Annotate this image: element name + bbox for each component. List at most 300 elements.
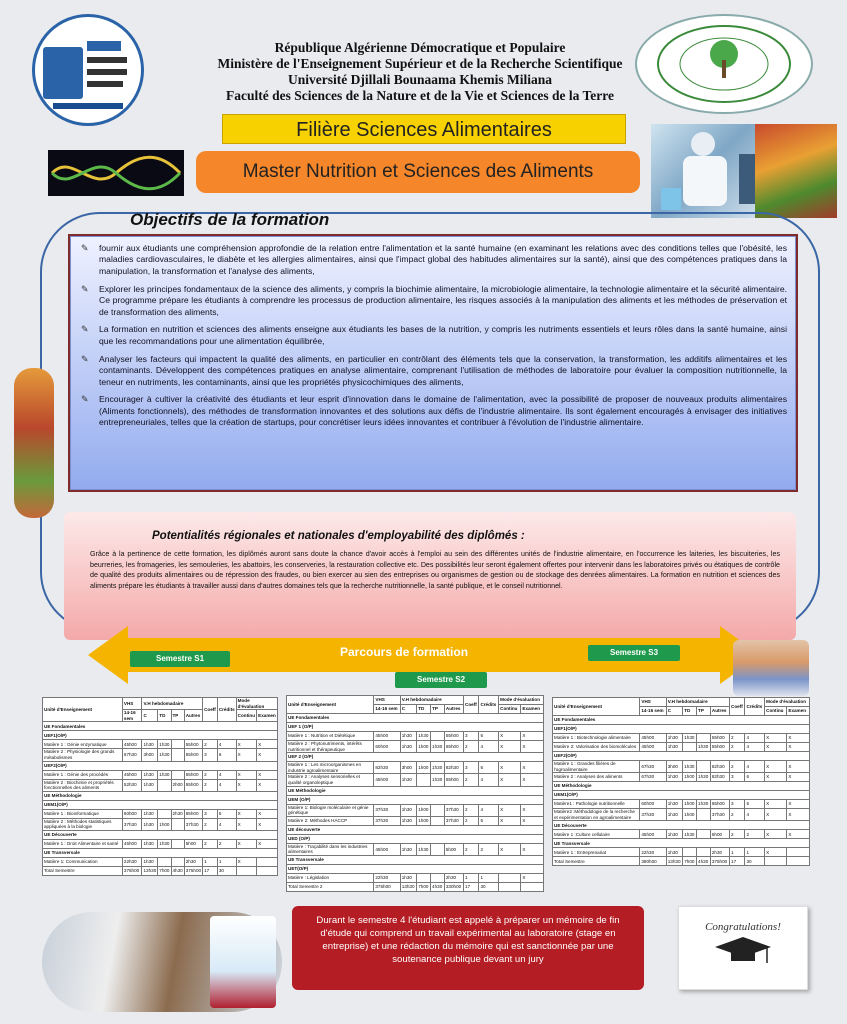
table-cell: 4h30 bbox=[431, 882, 445, 891]
table-cell: 1h30 bbox=[697, 773, 711, 782]
table-cell: 37h30 bbox=[444, 816, 463, 825]
table-row bbox=[553, 761, 810, 773]
objective-item: ✎ Encourager à cultiver la créativité des étudiants et leur esprit d'innovation dans le domaine de l'alimentation, avec la possibilité de proposer de nouveaux produits alimentaires (Aliments fonctionnels), des méthodes de transformation innovantes et des solutions aux défis de l'industrie alimentaire. Ils sont également encouragés à envisager des initiatives entrepreneuriales, telles que la création de startups, pour concrétiser leurs idées innovantes et contribuer à l'évolution de l'industrie alimentaire. bbox=[79, 394, 787, 428]
header-autres: Autres bbox=[184, 710, 202, 722]
table-cell: 45h00 bbox=[122, 740, 142, 749]
table-row bbox=[287, 834, 544, 843]
table-cell bbox=[697, 848, 711, 857]
table-cell: X bbox=[236, 740, 257, 749]
table-cell: 1 bbox=[217, 857, 236, 866]
vegetables-image bbox=[755, 124, 837, 218]
table-cell: 1h30 bbox=[697, 743, 711, 752]
table-cell: X bbox=[499, 741, 521, 753]
table-cell: 7h00 bbox=[683, 857, 697, 866]
table-cell: 45h00 bbox=[640, 830, 666, 839]
table-row bbox=[43, 749, 278, 761]
table-cell: X bbox=[499, 732, 521, 741]
table-cell bbox=[257, 866, 278, 875]
table-cell: 1h30 bbox=[431, 762, 445, 774]
table-cell: 4h30 bbox=[171, 866, 184, 875]
table-cell: 2 bbox=[730, 761, 745, 773]
table-cell: 13h30 bbox=[400, 882, 416, 891]
table-cell: 82h30 bbox=[374, 762, 400, 774]
table-cell: 4 bbox=[479, 741, 499, 753]
table-row bbox=[287, 753, 544, 762]
section-label: UEF2(O/P) bbox=[553, 752, 810, 761]
table-row bbox=[553, 782, 810, 791]
table-cell: 1h30 bbox=[142, 770, 158, 779]
section-label: UE Transversale bbox=[43, 848, 278, 857]
header-line-4: Faculté des Sciences de la Nature et de la Vie et Sciences de la Terre bbox=[226, 88, 614, 103]
header-td: TD bbox=[683, 707, 697, 716]
header-autres: Autres bbox=[710, 707, 729, 716]
table-cell: 4 bbox=[479, 804, 499, 816]
semester-2-table bbox=[286, 695, 544, 892]
table-cell bbox=[697, 734, 711, 743]
table-cell bbox=[499, 882, 521, 891]
table-cell: 1h30 bbox=[142, 818, 158, 830]
table-row bbox=[553, 848, 810, 857]
header-vhs: VHS bbox=[640, 698, 666, 707]
table-cell: 7h00 bbox=[158, 866, 171, 875]
table-cell: 65h00 bbox=[184, 809, 202, 818]
table-cell: 2h30 bbox=[444, 873, 463, 882]
table-cell: X bbox=[787, 830, 810, 839]
header-c: C bbox=[400, 705, 416, 714]
header-c: C bbox=[666, 707, 682, 716]
header-ue: Unité d'Enseignement bbox=[43, 698, 123, 722]
table-cell: 2 bbox=[730, 830, 745, 839]
table-cell: 1h30 bbox=[417, 732, 431, 741]
table-row bbox=[553, 752, 810, 761]
table-cell bbox=[683, 848, 697, 857]
table-cell: 1h30 bbox=[666, 734, 682, 743]
table-cell: X bbox=[765, 734, 787, 743]
table-cell: 60h00 bbox=[122, 809, 142, 818]
table-row bbox=[43, 848, 278, 857]
table-cell: 3 bbox=[203, 809, 218, 818]
table-cell bbox=[521, 882, 544, 891]
university-logo bbox=[32, 14, 144, 126]
table-row bbox=[553, 725, 810, 734]
table-cell: 17 bbox=[203, 866, 218, 875]
table-cell bbox=[171, 740, 184, 749]
table-cell bbox=[765, 857, 787, 866]
table-cell: 2h30 bbox=[710, 848, 729, 857]
table-cell: 4 bbox=[745, 809, 765, 821]
table-cell bbox=[171, 749, 184, 761]
table-row bbox=[553, 791, 810, 800]
table-cell bbox=[171, 818, 184, 830]
table-cell: 4 bbox=[745, 734, 765, 743]
table-cell: X bbox=[499, 804, 521, 816]
table-cell: X bbox=[765, 809, 787, 821]
header-vhs: VHS bbox=[122, 698, 142, 710]
table-cell bbox=[499, 873, 521, 882]
table-cell: X bbox=[787, 734, 810, 743]
table-row bbox=[287, 795, 544, 804]
header-tp: TP bbox=[697, 707, 711, 716]
table-cell: X bbox=[236, 839, 257, 848]
table-cell bbox=[236, 866, 257, 875]
table-cell: 82h30 bbox=[710, 773, 729, 782]
table-cell: 22h30 bbox=[122, 857, 142, 866]
table-cell: Matière : Traçabilité dans les industries alimentaires bbox=[287, 843, 374, 855]
table-row bbox=[43, 770, 278, 779]
table-cell: 37h30 bbox=[710, 809, 729, 821]
table-cell bbox=[158, 857, 171, 866]
table-header-row bbox=[43, 698, 278, 710]
header-vhs: VHS bbox=[374, 696, 400, 705]
section-label: UET(O/P) bbox=[287, 864, 544, 873]
table-cell: 60h00 bbox=[374, 741, 400, 753]
semestre-s1-label: Semestre S1 bbox=[130, 651, 230, 667]
graduation-cap-icon bbox=[713, 933, 773, 969]
header-coeff: Coeff bbox=[203, 698, 218, 722]
table-cell: 2 bbox=[203, 770, 218, 779]
table-cell: X bbox=[765, 761, 787, 773]
table-cell: 1 bbox=[203, 857, 218, 866]
table-cell: 4 bbox=[745, 761, 765, 773]
memoire-note: Durant le semestre 4 l'étudiant est appelé à préparer un mémoire de fin d'étude qui comprend un travail expérimental au laboratoire (stage en entreprise) et une rédaction du mémoire qui est sanctionnée par une soutenance publique devant un jury bbox=[292, 906, 644, 990]
table-cell: 4 bbox=[217, 770, 236, 779]
table-cell: X bbox=[499, 774, 521, 786]
header-td: TD bbox=[158, 710, 171, 722]
table-cell: Matière 2 : Biochimie et propriétés fonctionnelles des aliments bbox=[43, 779, 123, 791]
table-cell: 3 bbox=[464, 762, 479, 774]
section-label: UE découverte bbox=[287, 825, 544, 834]
employability-title: Potentialités régionales et nationales d'employabilité des diplômés : bbox=[152, 530, 525, 542]
table-cell: X bbox=[521, 843, 544, 855]
table-row bbox=[287, 714, 544, 723]
table-cell: 375h00 bbox=[122, 866, 142, 875]
table-cell: 3 bbox=[730, 800, 745, 809]
chemistry-image bbox=[210, 916, 276, 1008]
header-examen: Examen bbox=[257, 710, 278, 722]
header-continu: Continu bbox=[236, 710, 257, 722]
table-cell: 2 bbox=[464, 816, 479, 825]
table-cell bbox=[257, 857, 278, 866]
table-row bbox=[287, 864, 544, 873]
table-cell: 45h00 bbox=[374, 774, 400, 786]
table-cell: Matière 1: Communication bbox=[43, 857, 123, 866]
table-cell: X bbox=[257, 749, 278, 761]
table-cell: 1h30 bbox=[666, 743, 682, 752]
table-cell: 5h00 bbox=[184, 839, 202, 848]
table-row bbox=[43, 830, 278, 839]
section-label: UEF 2 (O/P) bbox=[287, 753, 544, 762]
table-cell: 1h30 bbox=[400, 732, 416, 741]
section-label: UE Fondamentales bbox=[287, 714, 544, 723]
institution-header bbox=[160, 40, 680, 104]
section-label: UE Fondamentales bbox=[43, 722, 278, 731]
table-cell bbox=[431, 843, 445, 855]
table-row bbox=[553, 830, 810, 839]
table-cell: X bbox=[787, 809, 810, 821]
table-cell: Matière 2 : Méthodes statistiques appliquées à la biologie bbox=[43, 818, 123, 830]
header-line-1: République Algérienne Démocratique et Populaire bbox=[274, 40, 566, 55]
table-cell: 45h00 bbox=[122, 839, 142, 848]
table-cell: 3h00 bbox=[666, 761, 682, 773]
table-cell: 2h30 bbox=[184, 857, 202, 866]
table-cell: 6 bbox=[479, 732, 499, 741]
table-cell: 3 bbox=[203, 749, 218, 761]
section-label: UED (O/P) bbox=[287, 834, 544, 843]
table-cell bbox=[171, 857, 184, 866]
table-cell: 55h00 bbox=[444, 732, 463, 741]
header-tp: TP bbox=[431, 705, 445, 714]
table-cell: 2 bbox=[464, 804, 479, 816]
table-cell: 4h30 bbox=[697, 857, 711, 866]
table-cell: 1h30 bbox=[142, 857, 158, 866]
table-row bbox=[553, 839, 810, 848]
table-cell bbox=[431, 816, 445, 825]
table-cell: 4 bbox=[217, 740, 236, 749]
header-vh: V.H hebdomadaire bbox=[666, 698, 729, 707]
table-cell: 1h30 bbox=[158, 770, 171, 779]
table-cell: 1h00 bbox=[158, 818, 171, 830]
section-label: UEF1(O/P) bbox=[43, 731, 278, 740]
table-cell: 4 bbox=[217, 818, 236, 830]
table-cell: X bbox=[499, 843, 521, 855]
header-line-2: Ministère de l'Enseignement Supérieur et de la Recherche Scientifique bbox=[217, 56, 623, 71]
dna-image bbox=[48, 150, 184, 196]
books-image bbox=[733, 640, 809, 696]
table-cell: 1h30 bbox=[431, 741, 445, 753]
table-cell: X bbox=[787, 773, 810, 782]
table-cell bbox=[431, 732, 445, 741]
table-cell: X bbox=[787, 761, 810, 773]
table-cell: X bbox=[787, 743, 810, 752]
table-cell: X bbox=[257, 818, 278, 830]
table-row bbox=[43, 857, 278, 866]
table-cell: 55h00 bbox=[710, 743, 729, 752]
section-label: UE Transversale bbox=[553, 839, 810, 848]
header-vh: V.H hebdomadaire bbox=[142, 698, 203, 710]
table-cell bbox=[683, 743, 697, 752]
table-cell: 330h00 bbox=[444, 882, 463, 891]
table-cell bbox=[171, 770, 184, 779]
table-row bbox=[43, 779, 278, 791]
table-cell: 1h30 bbox=[400, 843, 416, 855]
table-cell: 1h30 bbox=[697, 800, 711, 809]
table-cell: 45h00 bbox=[374, 732, 400, 741]
table-row bbox=[43, 740, 278, 749]
table-row bbox=[287, 804, 544, 816]
header-td: TD bbox=[417, 705, 431, 714]
table-cell: Matière 1 : Entreprenariat bbox=[553, 848, 640, 857]
table-row bbox=[287, 723, 544, 732]
table-cell: 37h30 bbox=[640, 809, 666, 821]
table-cell: X bbox=[765, 773, 787, 782]
table-cell: Total Semestre bbox=[553, 857, 640, 866]
table-cell: 55h00 bbox=[184, 749, 202, 761]
table-row bbox=[43, 800, 278, 809]
table-cell: 55h00 bbox=[444, 774, 463, 786]
section-label: UEM (O/P) bbox=[287, 795, 544, 804]
section-label: UEM1(O/P) bbox=[553, 791, 810, 800]
table-cell: 1 bbox=[479, 873, 499, 882]
table-row bbox=[553, 734, 810, 743]
table-cell: 1h30 bbox=[431, 774, 445, 786]
table-cell: 2 bbox=[203, 740, 218, 749]
table-cell: 2 bbox=[464, 741, 479, 753]
table-cell: 1h30 bbox=[666, 830, 682, 839]
section-label: UE Méthodologie bbox=[553, 782, 810, 791]
table-cell: Matière : Législation bbox=[287, 873, 374, 882]
table-row bbox=[553, 716, 810, 725]
table-cell: 45h00 bbox=[640, 734, 666, 743]
section-label: UEM1(O/P) bbox=[43, 800, 278, 809]
table-cell: 1h30 bbox=[158, 740, 171, 749]
table-header-row bbox=[553, 698, 810, 707]
table-cell: X bbox=[236, 770, 257, 779]
table-row bbox=[553, 809, 810, 821]
table-cell: 30 bbox=[217, 866, 236, 875]
table-cell: 1h30 bbox=[683, 761, 697, 773]
table-cell: 1h00 bbox=[417, 762, 431, 774]
header-coeff: Coeff bbox=[464, 696, 479, 714]
table-cell: X bbox=[257, 839, 278, 848]
table-cell: 1h30 bbox=[142, 779, 158, 791]
table-cell: 1h30 bbox=[142, 740, 158, 749]
objective-item: ✎ fournir aux étudiants une compréhension approfondie de la relation entre l'alimentation et la santé humaine (en examinant les relations avec des conditions telles que l'obésité, les maladies cardiovasculaires, le diabète et les allergies alimentaires, ainsi que l'impact global des habitudes alimentaires sur la santé), ainsi que des compétences pratiques dans la manipulation, la transformation et l'analyse des aliments, bbox=[79, 243, 787, 277]
header-mode: Mode d'évaluation bbox=[765, 698, 810, 707]
table-cell: Total Semestre 2 bbox=[287, 882, 374, 891]
table-cell: 52h30 bbox=[122, 779, 142, 791]
section-label: UE Découverte bbox=[553, 821, 810, 830]
table-cell: 1h30 bbox=[666, 809, 682, 821]
table-cell: 375h00 bbox=[184, 866, 202, 875]
table-row bbox=[287, 774, 544, 786]
table-cell: 2 bbox=[479, 843, 499, 855]
table-cell bbox=[697, 761, 711, 773]
table-cell: X bbox=[257, 779, 278, 791]
table-cell: 55h00 bbox=[184, 770, 202, 779]
table-row bbox=[287, 816, 544, 825]
table-cell: Matière 1 : Génie enzymatique bbox=[43, 740, 123, 749]
table-cell: X bbox=[765, 848, 787, 857]
table-cell: 1h30 bbox=[683, 734, 697, 743]
table-row bbox=[287, 786, 544, 795]
table-cell: X bbox=[521, 732, 544, 741]
table-cell: 37h30 bbox=[374, 804, 400, 816]
table-cell: Matière 1 : Nutrition et Diététique bbox=[287, 732, 374, 741]
table-cell: 4 bbox=[217, 779, 236, 791]
table-cell: 82h30 bbox=[444, 762, 463, 774]
table-cell: Matière 1 : Grandes filières de l'agroalimentaire bbox=[553, 761, 640, 773]
table-cell: X bbox=[499, 762, 521, 774]
table-cell: 3 bbox=[464, 732, 479, 741]
table-cell bbox=[787, 848, 810, 857]
table-row bbox=[287, 855, 544, 864]
header-vh: V.H hebdomadaire bbox=[400, 696, 463, 705]
table-cell: 1h30 bbox=[666, 800, 682, 809]
table-cell: 2 bbox=[203, 818, 218, 830]
table-cell: X bbox=[765, 800, 787, 809]
header-autres: Autres bbox=[444, 705, 463, 714]
table-cell: 37h30 bbox=[184, 818, 202, 830]
table-cell: 1h00 bbox=[683, 809, 697, 821]
table-cell: 65h00 bbox=[710, 800, 729, 809]
table-cell: Matière 2 : Physiologie des grands métabolismes bbox=[43, 749, 123, 761]
table-cell: 2 bbox=[745, 830, 765, 839]
header-tp: TP bbox=[171, 710, 184, 722]
congratulations-card bbox=[678, 906, 808, 990]
table-cell: 2 bbox=[203, 839, 218, 848]
table-cell: 7h00 bbox=[417, 882, 431, 891]
objective-item: ✎ La formation en nutrition et sciences des aliments enseigne aux étudiants les bases de la nutrition, y compris les nutriments essentiels et leurs rôles dans la santé humaine, ainsi que les recommandations pour une alimentation équilibrée, bbox=[79, 324, 787, 347]
table-cell: 1h30 bbox=[158, 749, 171, 761]
table-cell bbox=[417, 774, 431, 786]
parcours-title: Parcours de formation bbox=[340, 645, 469, 659]
table-cell: 3h00 bbox=[400, 762, 416, 774]
section-label: UE Méthodologie bbox=[43, 791, 278, 800]
table-cell: Matière 1 : Les microorganismes en industrie agroalimentaire bbox=[287, 762, 374, 774]
table-cell: 2 bbox=[203, 779, 218, 791]
table-cell: 2h30 bbox=[171, 809, 184, 818]
table-row bbox=[287, 732, 544, 741]
table-row bbox=[553, 773, 810, 782]
table-row bbox=[43, 818, 278, 830]
table-cell: 375h00 bbox=[710, 857, 729, 866]
section-label: UEF2(O/P) bbox=[43, 761, 278, 770]
section-label: UE Méthodologie bbox=[287, 786, 544, 795]
table-cell: 1h00 bbox=[417, 741, 431, 753]
table-cell bbox=[431, 873, 445, 882]
header-ue: Unité d'Enseignement bbox=[287, 696, 374, 714]
table-cell: 13h30 bbox=[142, 866, 158, 875]
table-cell: 5 bbox=[745, 800, 765, 809]
table-cell: 1h00 bbox=[683, 800, 697, 809]
header-sem: 14-16 sem bbox=[640, 707, 666, 716]
table-cell: 1h30 bbox=[400, 873, 416, 882]
section-label: UEF1(O/P) bbox=[553, 725, 810, 734]
table-cell: 37h30 bbox=[444, 804, 463, 816]
table-cell: Matière 1 : Génie des procédés bbox=[43, 770, 123, 779]
table-cell: 65h00 bbox=[444, 741, 463, 753]
table-cell: 4 bbox=[479, 774, 499, 786]
header-continu: Continu bbox=[499, 705, 521, 714]
table-cell: 60h00 bbox=[640, 800, 666, 809]
table-cell: X bbox=[257, 770, 278, 779]
table-cell: 1h30 bbox=[400, 774, 416, 786]
table-cell: X bbox=[521, 816, 544, 825]
table-cell: 4 bbox=[745, 743, 765, 752]
table-cell: 5 bbox=[479, 816, 499, 825]
table-cell: 55h00 bbox=[710, 734, 729, 743]
table-header-row bbox=[287, 696, 544, 705]
table-cell: 17 bbox=[730, 857, 745, 866]
table-cell: 1h30 bbox=[400, 804, 416, 816]
table-cell: 6 bbox=[745, 773, 765, 782]
table-cell: X bbox=[236, 818, 257, 830]
header-credits: Crédits bbox=[479, 696, 499, 714]
table-cell: 2 bbox=[730, 734, 745, 743]
table-cell: 67h30 bbox=[640, 761, 666, 773]
section-label: UE Découverte bbox=[43, 830, 278, 839]
master-banner: Master Nutrition et Sciences des Aliments bbox=[196, 151, 640, 193]
table-cell: 1h30 bbox=[400, 816, 416, 825]
table-cell: 37h30 bbox=[122, 818, 142, 830]
table-cell: Matière 2 : Phytonutriments, intérêts nutritionnel et thérapeutique bbox=[287, 741, 374, 753]
table-cell: 3 bbox=[730, 773, 745, 782]
table-cell: 1h30 bbox=[683, 830, 697, 839]
table-row bbox=[43, 761, 278, 770]
header-coeff: Coeff bbox=[730, 698, 745, 716]
food-image bbox=[14, 368, 54, 518]
table-cell: 45h00 bbox=[374, 843, 400, 855]
